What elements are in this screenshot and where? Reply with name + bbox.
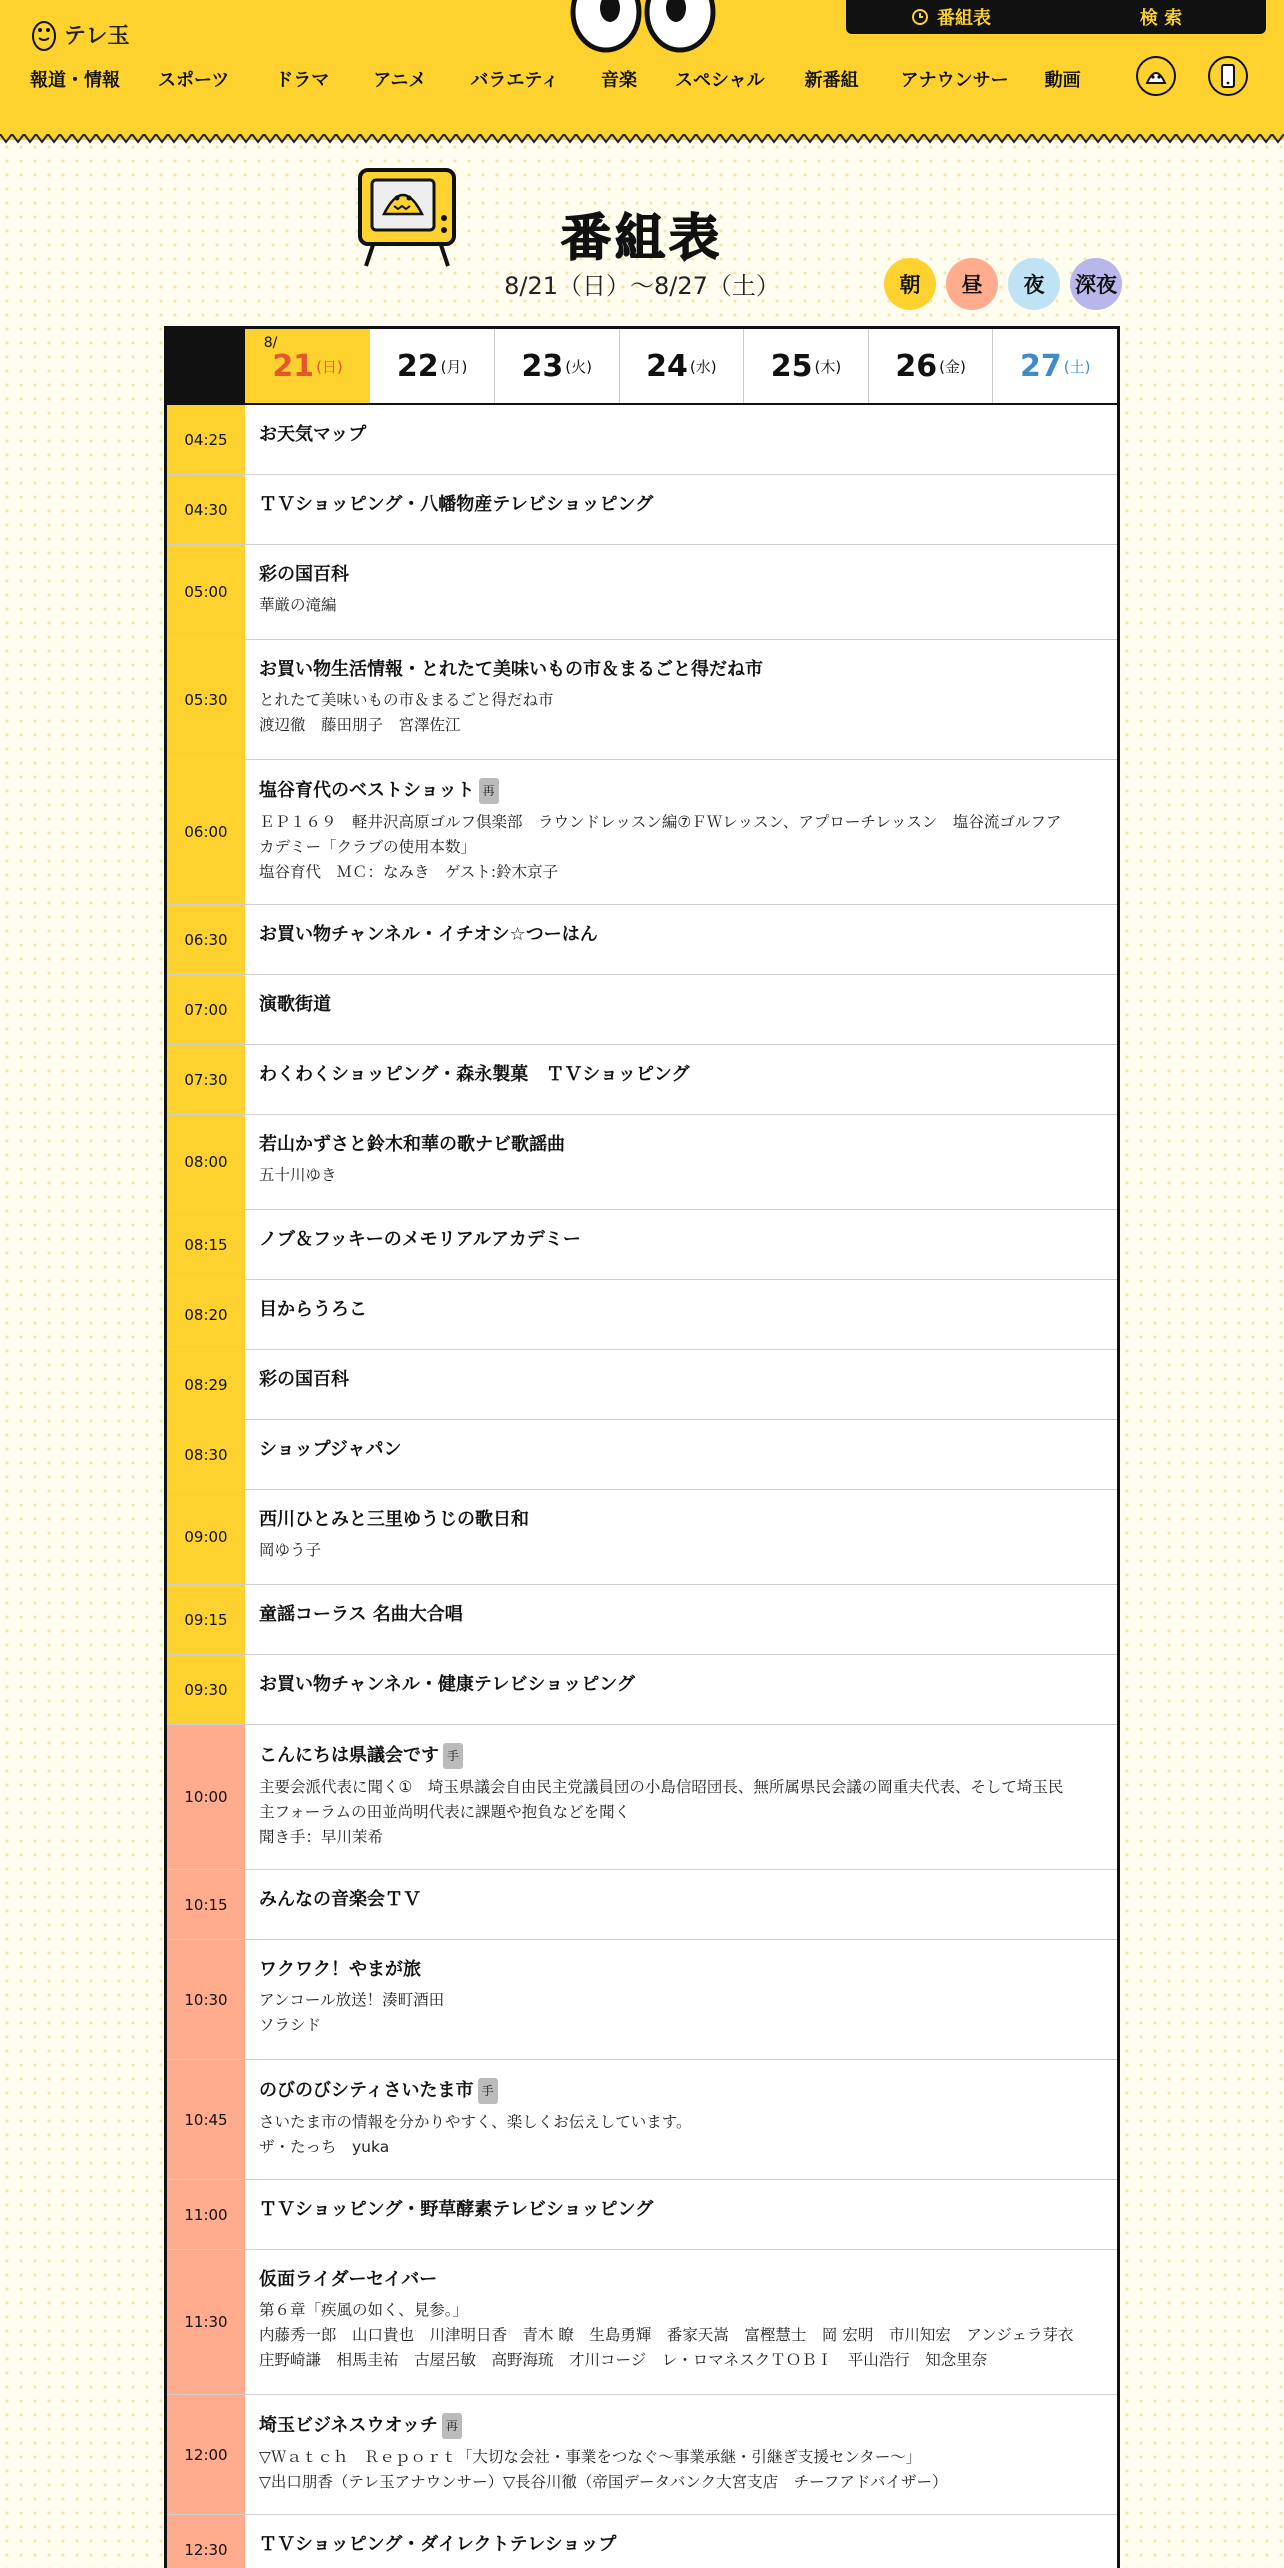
main-nav [22,56,1097,102]
program-desc: 主要会派代表に聞く① 埼玉県議会自由民主党議員団の小島信昭団長、無所属県民会議の岡重夫代表、そして埼玉民 [259,1778,1064,1796]
day-number: 21 [272,348,315,384]
program-time: 08:00 [167,1115,245,1209]
program-row[interactable] [167,2180,1117,2250]
program-cast: 庄野崎謙 相馬圭祐 古屋呂敏 高野海琉 才川コージ レ・ロマネスクＴＯＢＩ 平山浩行 知念里奈 [259,2351,988,2369]
date-range: 8/21（日）〜8/27（土） [504,272,780,300]
program-row[interactable] [167,1585,1117,1655]
program-desc: 主フォーラムの田並尚明代表に課題や抱負などを聞く [259,1803,631,1821]
program-title: 西川ひとみと三里ゆうじの歌日和 [259,1509,529,1530]
program-title [259,2078,1101,2104]
program-title [259,2413,1101,2439]
mascot-round-button[interactable] [1136,56,1176,96]
program-row[interactable] [167,640,1117,760]
program-title: 若山かずさと鈴木和華の歌ナビ歌謡曲 [259,1134,565,1155]
program-time: 06:00 [167,760,245,904]
program-title: 彩の国百科 [259,564,349,585]
program-time: 10:00 [167,1725,245,1869]
program-title: お買い物チャンネル・健康テレビショッピング [259,1674,635,1695]
nav-music[interactable]: 音楽 [600,70,637,91]
tod-noon-button[interactable]: 昼 [946,258,998,310]
program-time: 04:30 [167,475,245,544]
program-desc: アンコール放送！湊町酒田 [259,1991,445,2009]
program-row[interactable] [167,1870,1117,1940]
nav-new-programs[interactable]: 新番組 [804,70,859,91]
clock-icon [911,8,929,26]
program-cast: ザ・たっち yuka [259,2138,390,2156]
day-number: 24 [646,348,688,384]
program-row[interactable] [167,1115,1117,1210]
program-row[interactable] [167,2060,1117,2180]
program-title-text: 塩谷育代のベストショット [259,780,475,801]
program-title: お買い物チャンネル・イチオシ☆つーはん [259,924,598,945]
program-row[interactable] [167,545,1117,640]
day-number: 22 [396,348,439,384]
program-row[interactable] [167,1655,1117,1725]
program-cast: ソラシド [259,2016,322,2034]
program-time: 08:30 [167,1420,245,1489]
program-title: ノブ＆フッキーのメモリアルアカデミー [259,1229,581,1250]
sign-language-badge: 手 [478,2078,498,2104]
day-number: 23 [521,348,564,384]
tod-latenight-button[interactable]: 深夜 [1070,258,1122,310]
program-cast: ▽出口朋香（テレ玉アナウンサー）▽長谷川徹（帝国データバンク大宮支店 チーフアドバイザー） [259,2473,948,2491]
program-row[interactable] [167,1490,1117,1585]
program-row[interactable] [167,1210,1117,1280]
program-time: 09:15 [167,1585,245,1654]
program-row[interactable] [167,760,1117,905]
program-row[interactable] [167,1420,1117,1490]
nav-sports[interactable]: スポーツ [158,70,230,91]
day-number: 26 [895,348,938,384]
program-time: 12:30 [167,2515,245,2568]
program-row[interactable] [167,905,1117,975]
program-desc: ▽Ｗａｔｃｈ Ｒｅｐｏｒｔ「大切な会社・事業をつなぐ～事業承継・引継ぎ支援センター～」 [259,2448,922,2466]
program-time: 11:30 [167,2250,245,2394]
app-round-button[interactable] [1208,56,1248,96]
search-link-label: 検 索 [1139,8,1183,29]
program-cast: 内藤秀一郎 山口貴也 川津明日香 青木 瞭 生島勇輝 番家天嵩 富樫慧士 岡 宏明 市川知宏 アンジェラ芽衣 [259,2326,1074,2344]
program-time: 05:30 [167,640,245,759]
program-time: 07:00 [167,975,245,1044]
program-title: 仮面ライダーセイバー [259,2269,438,2290]
mascot-eyes-icon [568,0,718,60]
program-cast: 渡辺徹 藤田朋子 宮澤佐江 [259,716,461,734]
program-time: 04:25 [167,405,245,474]
program-cast: 塩谷育代 ＭＣ：なみき ゲスト:鈴木京子 [259,863,559,881]
program-title: 演歌街道 [259,994,331,1015]
program-row[interactable] [167,1045,1117,1115]
day-tab-23[interactable] [494,329,619,403]
program-time: 12:00 [167,2395,245,2514]
program-title: ワクワク！やまが旅 [259,1959,421,1980]
program-title [259,778,1101,804]
program-title [259,1743,1101,1769]
program-time: 11:00 [167,2180,245,2249]
program-row[interactable] [167,2250,1117,2395]
program-cast: 五十川ゆき [259,1166,337,1184]
program-row[interactable] [167,1725,1117,1870]
program-title: ＴＶショッピング・八幡物産テレビショッピング [259,494,654,515]
program-desc: 華厳の滝編 [259,596,337,614]
schedule-link[interactable] [846,4,1056,30]
logo-mascot-icon [30,16,58,52]
day-weekday: (木) [814,357,842,376]
program-row[interactable] [167,475,1117,545]
nav-news[interactable]: 報道・情報 [30,70,120,91]
program-desc: カデミー「クラブの使用本数」 [259,838,477,856]
schedule-link-label: 番組表 [937,8,991,29]
program-cast: 聞き手：早川茉希 [259,1828,384,1846]
day-tab-25[interactable] [743,329,868,403]
program-time: 10:45 [167,2060,245,2179]
program-cast: 岡ゆう子 [259,1541,322,1559]
day-tab-27[interactable] [992,329,1117,403]
program-title: お買い物生活情報・とれたて美味いもの市＆まるごと得だね市 [259,659,763,680]
logo-text: テレ玉 [64,23,130,49]
site-header [0,0,1284,140]
day-month: 8/ [263,335,278,351]
site-logo[interactable] [30,16,130,52]
program-time: 05:00 [167,545,245,639]
top-utility-bar [846,0,1266,34]
tod-morning-button[interactable]: 朝 [884,258,936,310]
day-tab-22[interactable] [369,329,494,403]
mascot-face-icon [1143,63,1169,89]
day-tab-26[interactable] [868,329,993,403]
program-time: 08:15 [167,1210,245,1279]
page-title: 番組表 [561,209,723,267]
program-title: お天気マップ [259,424,367,445]
program-time: 06:30 [167,905,245,974]
day-tab-24[interactable] [619,329,744,403]
day-number: 25 [770,348,813,384]
day-number: 27 [1019,348,1062,384]
program-row[interactable] [167,2395,1117,2515]
program-title: ＴＶショッピング・野草酵素テレビショッピング [259,2199,654,2220]
sign-language-badge: 手 [443,1743,463,1769]
day-selector [167,329,1117,405]
program-time: 10:15 [167,1870,245,1939]
program-row[interactable] [167,975,1117,1045]
program-time: 08:20 [167,1280,245,1349]
day-weekday: (水) [689,357,717,376]
smartphone-icon [1217,63,1239,89]
tod-night-button[interactable]: 夜 [1008,258,1060,310]
day-weekday: (土) [1063,357,1091,376]
program-row[interactable] [167,1280,1117,1350]
program-title-text: こんにちは県議会です [259,1745,439,1766]
program-title: ＴＶショッピング・ダイレクトテレショップ [259,2534,617,2555]
rerun-badge: 再 [479,778,499,804]
program-title: 目からうろこ [259,1299,367,1320]
program-title: ショップジャパン [259,1439,402,1460]
program-desc: ＥＰ１６９ 軽井沢高原ゴルフ倶楽部 ラウンドレッスン編⑦ＦＷレッスン、アプローチレッスン 塩谷流ゴルフア [259,813,1062,831]
nav-special[interactable]: スペシャル [674,70,765,91]
program-title: 童謡コーラス 名曲大合唱 [259,1604,463,1625]
day-tab-21[interactable] [245,329,370,403]
day-weekday: (日) [316,357,343,376]
program-time: 09:00 [167,1490,245,1584]
day-weekday: (火) [565,357,592,376]
program-title: 彩の国百科 [259,1369,349,1390]
program-title-text: 埼玉ビジネスウオッチ [259,2415,438,2436]
program-time: 10:30 [167,1940,245,2059]
program-row[interactable] [167,405,1117,475]
nav-announcer[interactable]: アナウンサー [900,70,1009,91]
program-row[interactable] [167,1350,1117,1420]
program-desc: とれたて美味いもの市＆まるごと得だね市 [259,691,554,709]
program-row[interactable] [167,2515,1117,2568]
program-desc: さいたま市の情報を分かりやすく、楽しくお伝えしています。 [259,2113,692,2131]
day-weekday: (金) [939,357,966,376]
search-link[interactable] [1056,4,1266,30]
program-time: 09:30 [167,1655,245,1724]
program-row[interactable] [167,1940,1117,2060]
nav-variety[interactable]: バラエティ [470,70,559,91]
program-title: わくわくショッピング・森永製菓 ＴＶショッピング [259,1064,690,1085]
rerun-badge: 再 [442,2413,462,2439]
program-desc: 第６章「疾風の如く、見参。」 [259,2301,468,2319]
program-time: 07:30 [167,1045,245,1114]
nav-anime[interactable]: アニメ [373,70,427,91]
nav-drama[interactable]: ドラマ [275,70,330,91]
program-time: 08:29 [167,1350,245,1419]
day-weekday: (月) [440,357,468,376]
program-title: みんなの音楽会ＴＶ [259,1889,421,1910]
program-title-text: のびのびシティさいたま市 [259,2080,474,2101]
nav-video[interactable]: 動画 [1044,70,1081,91]
header-zigzag-edge [0,134,1284,148]
schedule-table [164,326,1120,2568]
day-corner [167,329,245,403]
